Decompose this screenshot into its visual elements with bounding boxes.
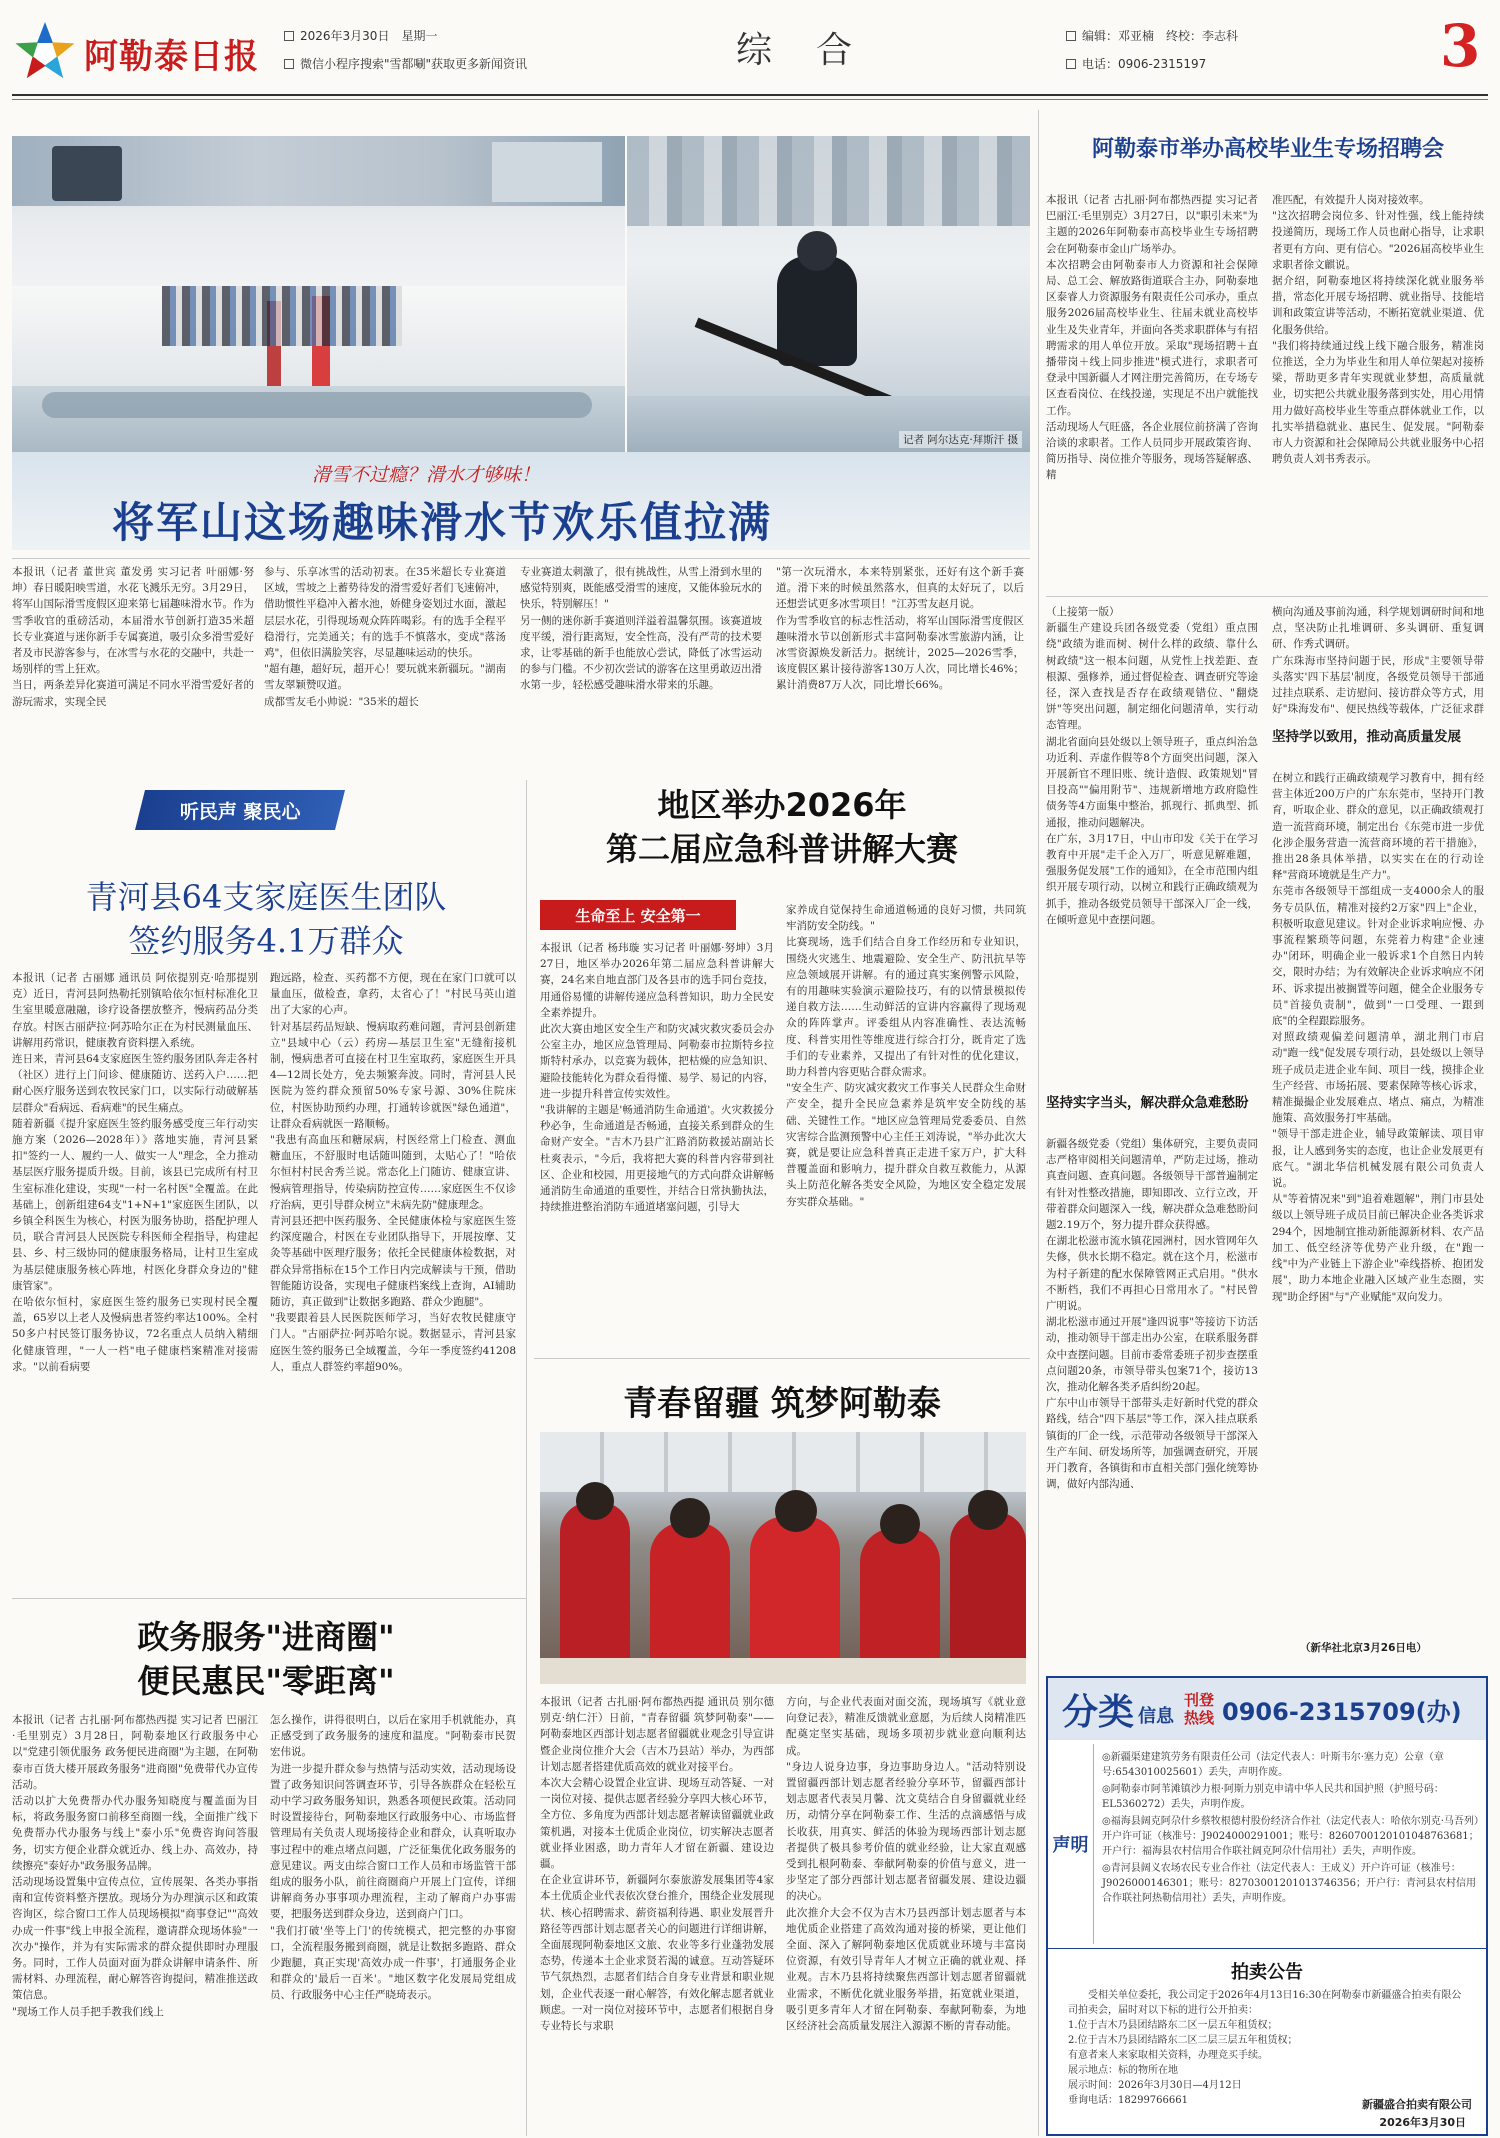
notice-item: ◎福海县阔克阿尕什乡蔡牧根德村股份经济合作社（法定代表人：哈依尔别克·马吾列）开户许可证（核准号：J9024000291001；账号：8260700120101048763681；开户行：福海县农村信用合作联社阔克阿尕什信用社）丢失，声明作废。 [1102,1816,1479,1857]
job-col-2: 准匹配，有效提升人岗对接效率。 "这次招聘会岗位多、针对性强，线上能持续投递简历，现场工作人员也耐心指导，让求职者更有方向、更有信心。"2026届高校毕业生求职者徐文麒说。 据介绍，阿勒泰地区将持续深化就业服务举措，常态化开展专场招聘、就业指导、技能培训和政策宣讲等活动，不断拓宽就业渠道、优化服务供给。 "我们将持续通过线上线下融合服务，精准岗位推送，全力为毕业生和用人单位架起对接桥梁，帮助更多青年实现就业梦想，高质量就业，切实把公共就业服务落到实处，用心用情用力做好高校毕业生等重点群体就业工作，以扎实举措稳就业、惠民生、促发展。"阿勒泰市人力资源和社会保障局公共就业服务中心招聘负责人刘书秀表示。 [1272,194,1484,466]
health-headline-1: 青河县64支家庭医生团队 [85,878,447,916]
job-col-1: 本报讯（记者 古扎丽·阿布都热西提 实习记者 巴丽江·毛里别克）3月27日，以"职引未来"为主题的2026年阿勒泰市高校毕业生专场招聘会在阿勒泰市金山广场举办。 本次招聘会由阿勒泰市人力资源和社会保障局、总工会、解放路街道联合主办，阿勒泰地区泰睿人力资源服务有限责任公司承办，重点服务2026届高校毕业生、往届未就业高校毕业生及失业青年，并面向各类求职群体与有招聘需求的用人单位开放。采取"现场招聘＋直播带岗＋线上同步推进"模式进行，求职者可登录中国新疆人才网注册完善简历，在专场专区查看岗位、在线投递，实现足不出户就能找工作。 活动现场人气旺盛，各企业展位前挤满了咨询洽谈的求职者。工作人员同步开展政策咨询、简历指导、岗位推介等服务，现场答疑解惑、精 [1046,194,1258,482]
gov-col-1: 本报讯（记者 古扎丽·阿布都热西提 实习记者 巴丽江·毛里别克）3月28日，阿勒泰地区行政服务中心以"党建引领优服务 政务便民进商圈"为主题，在阿勒泰市百货大楼开展政务服务"进商圈"免费带代办宣传活动。 活动以扩大免费帮办代办服务知晓度与覆盖面为目标，将政务服务窗口前移至商圈一线，全面推广线下免费帮办代办服务与线上"泰小乐"免费咨询问答服务，切实方便企业群众就近办、线上办、高效办，持续擦亮"泰好办"政务服务品牌。 活动现场设置集中宣传点位，宣传展架、各类办事指南和宣传资料整齐摆放。现场分为办理演示区和政策咨询区，综合窗口工作人员现场模拟"商事登记""高效办成一件事"线上申报全流程，邀请群众现场体验"一次办"操作，并为有实际需求的群众提供即时办理服务。同时，工作人员面对面为群众讲解申请条件、所需材料、办理流程，耐心解答咨询提问，精准推送政策信息。 "现场工作人员手把手教我们线上 [12,1714,258,2018]
promo-line: 微信小程序搜索"雪都唰"获取更多新闻资讯 [284,50,527,78]
auction-date: 2026年3月30日 [1379,2116,1466,2129]
square-bullet-icon [284,31,294,41]
classified-big-label: 分类 [1062,1691,1135,1733]
square-bullet-icon [284,59,294,69]
science-col-2: 家养成自觉保持生命通道畅通的良好习惯，共同筑牢消防安全防线。" 比赛现场，选手们结合自身工作经历和专业知识，围绕火灾逃生、地震避险、安全生产、防汛抗旱等应急领域展开讲解。有的通过真实案例警示风险，有的用趣味实验演示避险技巧，有的以情景模拟传递自救方法……生动鲜活的宣讲内容赢得了现场观众的阵阵掌声。评委组从内容准确性、表达流畅度、科普实用性等维度进行综合打分，既肯定了选手们的专业素养，又提出了有针对性的优化建议，助力科普内容更贴合群众需求。 "安全生产、防灾减灾救灾工作事关人民群众生命财产安全，提升全民应急素养是筑牢安全防线的基础、关键性工作。"地区应急管理局党委委员、自然灾害综合监测预警中心主任王刘涛说，"举办此次大赛，就是要让应急科普真正走进千家万户，扩大科普覆盖面和影响力，提升群众自救互救能力，从源头上防范化解各类安全风险，为地区安全稳定发展夯实群众基础。" [786,904,1026,1208]
health-col-2: 跑远路，检查、买药都不方便，现在在家门口就可以量血压，做检查，拿药，太省心了！"村民马英山道出了大家的心声。 针对基层药品短缺、慢病取药难问题，青河县创新建立"县域中心（云）药房—基层卫生室"无缝衔接机制，慢病患者可直接在村卫生室取药，家庭医生开具4—12周长处方，免去频繁奔波。同时，青河县人民医院为签约群众预留50%专家号源、30%住院床位，村医协助预约办理，打通转诊就医"绿色通道"，让群众看病就医一路顺畅。 "我患有高血压和糖尿病，村医经常上门检查、测血糖血压，不舒服时电话随叫随到，太贴心了！"哈依尔恒村村民舍秀兰说。常态化上门随访、健康宣讲、慢病管理指导，传染病防控宣传……家庭医生不仅诊疗治病，更引导群众树立"未病先防"健康理念。 青河县还把中医药服务、全民健康体检与家庭医生签约深度融合，村医在专业团队指导下，开展按摩、艾灸等基础中医理疗服务；依托全民健康体检数据，对群众异常指标在15个工作日内完成解读与干预，借助智能随访设备，实现电子健康档案线上查询，AI辅助随访，真正做到"让数据多跑路、群众少跑腿"。 "我要跟着县人民医院医师学习，当好农牧民健康守门人。"古丽萨拉·阿苏哈尔说。数据显示，青河县家庭医生签约服务已全域覆盖，今年一季度签约41208人，重点人群签约率超90%。 [270,972,516,1373]
notice-item: ◎阿勒泰市阿苇滩镇沙力根·阿斯力别克申请中华人民共和国护照（护照号码：EL5360272）丢失，声明作废。 [1102,1784,1444,1810]
auction-title: 拍卖公告 [1231,1962,1303,1983]
notice-list [1102,1750,1480,1906]
ski-photo-right [627,136,1030,452]
auction-note: 垂询电话：18299766661 [1068,2095,1188,2106]
science-headline-2: 第二届应急科普讲解大赛 [605,830,958,868]
job-fair-headline: 阿勒泰市举办高校毕业生专场招聘会 [1091,137,1444,162]
auction-item: 2.位于吉木乃县团结路东二区二层三层五年租赁权； [1068,2035,1298,2046]
ski-col-2: 参与、乐享冰雪的活动初衷。在35米超长专业赛道区域，雪坡之上蓄势待发的滑雪爱好者们飞速俯冲，借助惯性平稳冲入蓄水池，娇健身姿划过水面，激起层层水花，引得现场观众阵阵喝彩。有的选手全程平稳滑行，完美通关；有的选手不慎落水，变成"落汤鸡"，但依旧满脸笑容，尽显趣味运动的快乐。 "超有趣，超好玩，超开心！要玩就来新疆玩。"湖南雪友翠颖赞叹道。 成都雪友毛小帅说："35米的超长 [264,566,506,708]
health-tag [135,790,345,830]
auction-intro: 受相关单位委托，我公司定于2026年4月13日16:30在阿勒泰市新疆盛合拍卖有限公司拍卖会，届时对以下标的进行公开拍卖： [1068,1990,1462,2016]
youth-photo [540,1432,1026,1684]
youth-headline: 青春留疆 筑梦阿勒泰 [623,1384,941,1424]
ski-photo-left [12,136,625,452]
auction-company: 新疆盛合拍卖有限公司 [1362,2098,1472,2111]
health-tag-label: 听民声 聚民心 [179,800,301,823]
science-headline-1: 地区举办2026年 [657,786,907,824]
auction-item: 1.位于吉木乃县团结路东二区一层五年租赁权； [1068,2020,1278,2031]
gov-col-2: 怎么操作，讲得很明白，以后在家用手机就能办，真正感受到了政务服务的速度和温度。"阿勒泰市民贺宏伟说。 为进一步提升群众参与热情与活动实效，活动现场设置了政务知识问答调查环节，引导各族群众在轻松互动中学习政务服务知识，熟悉各项便民政策。活动同时设置接待台，阿勒泰地区行政服务中心、市场监督管理局有关负责人现场接待企业和群众，认真听取办事过程中的难点堵点问题，广泛征集优化政务服务的意见建议。两支由综合窗口工作人员和市场监管干部组成的服务小队，前往商圈商户开展上门宣传，详细讲解商务办事事项办理流程，主动了解商户办事需要，把服务送到群众身边，送到商户门口。 "我们打破'坐等上门'的传统模式，把完整的办事窗口，全流程服务搬到商圈，就是让数据多跑路、群众少跑腿，真正实现'高效办成一件事'，打通服务企业和群众的'最后一百米'。"地区数字化发展局党组成员、行政服务中心主任严晓琦表示。 [270,1714,516,2002]
ski-story [12,132,1030,552]
promo-col-2-top: 横向沟通及事前沟通，科学规划调研时间和地点，坚决防止扎堆调研、多头调研、重复调研、作秀式调研。 广东珠海市坚持问题于民，形成"主要领导带头落实'四下基层'制度，各级党员领导干部通过挂点联系、走访慰问、接访群众等方式，用好"珠海发布"、便民热线等载体，广泛征求群 [1272,606,1484,716]
ski-headline-band [12,452,1030,550]
classified-header [1048,1678,1486,1740]
gov-headline-2: 便民惠民"零距离" [137,1662,395,1700]
auction-note: 展示时间：2026年3月30日—4月12日 [1068,2080,1242,2091]
ski-col-4: "第一次玩滑水，本来特别紧张，还好有这个新手赛道。滑下来的时候虽然落水，但真的太好玩了，以后还想尝试更多冰雪项目！"江苏雪友赵月说。 作为雪季收官的标志性活动，将军山国际滑雪度假区趣味滑水节以创新形式丰富阿勒泰冰雪旅游内涵，让冰雪资源焕发新活力。据统计，2025—2026雪季，该度假区累计接待游客130万人次，同比增长46%；累计消费87万人次，同比增长66%。 [776,566,1024,692]
square-bullet-icon [1066,59,1076,69]
ski-headline: 将军山这场趣味滑水节欢乐值拉满 [112,498,773,547]
promo-subhead-1: 坚持学以致用，推动高质量发展 [1272,729,1461,745]
health-col-1: 本报讯（记者 古丽娜 通讯员 阿依提别克·哈那提别克）近日，青河县阿热勒托别镇哈依尔恒村标准化卫生室里暖意融融，诊疗设备摆放整齐，慢病药品分类存放。村医古丽萨拉·阿苏哈尔正在为村民测量血压、讲解用药常识，健康教育资料摆入系统。 连日来，青河县64支家庭医生签约服务团队奔走各村（社区）进行上门问诊、健康随访、送药入户……把耐心医疗服务送到农牧民家门口，以实际行动破解基层群众"看病远、看病难"的民生痛点。 随着新疆《提升家庭医生签约服务感受度三年行动实施方案（2026—2028年）》落地实施，青河县紧扣"签约一人、履约一人、做实一人"理念，全力推动基层医疗服务提质升级。目前，该县已完成所有村卫生室标准化建设，实现"一村一名村医"全覆盖。在此基础上，创新组建64支"1+N+1"家庭医生团队，以乡镇全科医生为核心，村医为服务协助，搭配护理人员，联合青河县人民医院专科医师全程指导，构建起县、乡、村三级协同的健康服务格局，让村卫生室成为基层健康服务核心阵地，村医化身群众身边的"健康管家"。 在哈依尔恒村，家庭医生签约服务已实现村民全覆盖，65岁以上老人及慢病患者签约率达100%。全村50多户村民签订服务协议，72名重点人员纳入精细化健康管理，"一人一档"电子健康档案精准对接需求。"以前看病要 [12,972,258,1373]
re-xian-label: 热线 [1184,1709,1215,1727]
health-headline-2: 签约服务4.1万群众 [128,922,404,960]
promo-subhead-2: 坚持实字当头，解决群众急难愁盼 [1046,1095,1249,1111]
science-tag: 生命至上 安全第一 [540,900,736,930]
square-bullet-icon [1066,31,1076,41]
ski-kicker: 滑雪不过瘾？滑水才够味！ [312,464,541,486]
youth-col-1: 本报讯（记者 古扎丽·阿布都热西提 通讯员 别尔德别克·纳仁汗）日前，"青春留疆 筑梦阿勒泰"——阿勒泰地区西部计划志愿者留疆就业观念引导宣讲暨企业岗位推介大会（吉木乃县站）举办，为西部计划志愿者搭建优质高效的就业对接平台。 本次大会精心设置企业宣讲、现场互动答疑、一对一岗位对接、提供志愿者经验分享四大核心环节，全方位、多角度为西部计划志愿者解读留疆就业政策机遇，对接本土优质企业岗位，切实解决志愿者就业择业困惑，助力青年人才留在新疆、建设边疆。 在企业宣讲环节，新疆阿尔泰旅游发展集团等4家本土优质企业代表依次登台推介，围绕企业发展现状、核心招聘需求、薪资福利待遇、职业发展晋升路径等西部计划志愿者关心的问题进行详细讲解，全面展现阿勒泰地区文旅、农业等多行业蓬勃发展态势，传递本土企业求贤若渴的诚意。互动答疑环节气氛热烈，志愿者们结合自身专业背景和职业规划，企业代表逐一耐心解答，有效化解志愿者就业顾虑。一对一岗位对接环节中，志愿者们根据自身专业特长与求职 [540,1696,774,2033]
promo-col-1: （上接第一版） 新疆生产建设兵团各级党委（党组）重点围绕"政绩为谁而树、树什么样的政绩、靠什么树政绩"这一根本问题，从党性上找差距、查根源、强修养，通过督促检查、调查研究等途径，深入查找是否存在政绩观错位、"翻烧饼"等突出问题，制定细化问题清单，实行动态管理。 湖北省面向县处级以上领导班子，重点纠治急功近利、弄虚作假等8个方面突出问题，深入开展新官不理旧账、统计造假、政策规划"冒目投高""偏用附节"、违规新增地方政府隐性债务等4方面集中整治，抓现行、抓典型、抓通报，推动问题解决。 在广东，3月17日，中山市印发《关于在学习教育中开展"走千企入万厂，听意见解难题，强服务促发展"工作的通知》，在全市范围内组织开展专项行动，以树立和践行正确政绩观为抓手，推动各级党员领导干部深入厂企一线，在倾听意见中查摆问题。 [1046,606,1258,926]
promo-sub1-text: 在树立和践行正确政绩观学习教育中，拥有经营主体近200万户的广东东莞市，坚持开门教育，听取企业、群众的意见，以正确政绩观打造一流营商环境，制定出台《东莞市进一步优化涉企服务营造一流营商环境的若干措施》，推出28条具体举措，以实实在在的行动诠释"营商环境就是生产力"。 东莞市各级领导干部组成一支4000余人的服务专员队伍，精准对接约2万家"四上"企业，积极听取意见建议。针对企业诉求响应慢、办事流程繁琐等问题，东莞着力构建"企业速办"闭环，明确企业一般诉求1个自然日内转交，限时办结；为有效解决企业诉求响应不闭环、诉求提出被搁置等问题，健全企业服务专员"首接负责制"，做到"一口受理、一跟到底"的全程跟踪服务。 对照政绩观偏差问题清单，湖北荆门市启动"跑一线"促发展专项行动，县处级以上领导班子成员走进企业车间、项目一线，摸排企业生产经营、市场拓展、要素保障等核心诉求，精准撮撮企业发展难点、堵点、痛点，为精准施策、高效服务打牢基础。 "领导干部走进企业，辅导政策解读、项目审报，让人感到务实的态度，也让企业发展更有底气。"湖北华信机械发展有限公司负责人说。 从"等着情况来"到"追着难题解"，荆门市县处级以上领导班子成员目前已解决企业各类诉求294个，因地制宜推动新能源新材料、农产品加工、低空经济等优势产业升级，在"跑一线"中为产业链上下游企业"牵线搭桥、抱团发展"，助力本地企业融入区域产业生态圈，实现"助企纾困"与"产业赋能"双向发力。 [1272,772,1484,1303]
promo-sub2-text: 新疆各级党委（党组）集体研究，主要负责同志严格审阅相关问题清单，严防走过场，推动真查问题、查真问题。各级领导干部普遍制定有针对性整改措施，即知即改、立行立改，开带着群众问题深入一线，解决群众急难愁盼问题2.19万个，努力提升群众获得感。 在湖北松滋市流水镇花园洲村，因水管网年久失修，供水长期不稳定。就在这个月，松滋市为村子新建的配水保障管网正式启用。"供水不断档，我们不再担心日常用水了。"村民曾广明说。 湖北松滋市通过开展"逢四说事"等接访下访活动，推动领导干部走出办公室，在联系服务群众中查摆问题。目前市委常委班子初步查摆重点问题20条，市领导带头包案71个，接访13次，推动化解各类矛盾纠纷20起。 广东中山市领导干部带头走好新时代党的群众路线，结合"四下基层"等工作，深入挂点联系镇街的厂企一线，示范带动各级领导干部深入生产车间、研发场所等，加强调查研究，开展开门教育，各镇街和市直相关部门强化统筹协调，做好内部沟通、 [1046,1138,1258,1491]
photo-credit: 记者 阿尔达克·拜斯汗 摄 [899,431,1022,448]
masthead [0,0,1500,112]
logo-star-icon [12,20,78,86]
auction-note: 有意者来人来家取相关资料，办理竞买手续。 [1068,2050,1268,2061]
classified-hotline: 0906-2315709(办) [1222,1697,1462,1726]
notice-item: ◎新疆渠建建筑劳务有限责任公司（法定代表人：叶斯韦尔·塞力克）公章（章号:6543010025601）丢失，声明作废。 [1102,1752,1444,1778]
phone-line: 电话：0906-2315197 [1066,50,1238,78]
youth-col-2: 方向，与企业代表面对面交流，现场填写《就业意向登记表》，精准反馈就业意愿，为后续人岗精准匹配奠定坚实基础，现场多项初步就业意向顺利达成。 "身边人说身边事，身边事助身边人。"活动特别设置留疆西部计划志愿者经验分享环节，留疆西部计划志愿者代表吴月馨、沈文莫结合自身留疆就业经历，动情分享在阿勒泰工作、生活的点滴感悟与成长收获，用真实、鲜活的体验为现场西部计划志愿者提供了极具参考价值的就业经验，让大家直观感受到扎根阿勒泰、奉献阿勒泰的价值与意义，进一步坚定了部分西部计划志愿者留疆发展、建设边疆的决心。 此次推介大会不仅为吉木乃县西部计划志愿者与本地优质企业搭建了高效沟通对接的桥梁，更让他们全面、深入了解阿勒泰地区优质就业环境与丰富岗位资源，有效引导青年人才树立正确的就业观、择业观。吉木乃县将持续聚焦西部计划志愿者留疆就业需求，不断优化就业服务举措，拓宽就业渠道，吸引更多青年人才留在阿勒泰、奉献阿勒泰，为地区经济社会高质量发展注入源源不断的青春动能。 [786,1696,1026,2033]
classified-box [1046,1676,1488,2136]
kan-deng-label: 刊登 [1184,1691,1215,1709]
page-number: 3 [1440,12,1481,80]
date-line: 2026年3月30日 星期一 [284,22,527,50]
ski-col-3: 专业赛道太刺激了，很有挑战性，从雪上滑到水里的感觉特别爽，既能感受滑雪的速度，又能体验玩水的快乐，特别解压！" 另一侧的迷你新手赛道则洋溢着温馨氛围。该赛道坡度平缓，滑行距离短，安全性高，没有严苛的技术要求，让零基础的新手也能放心尝试，降低了冰雪运动的参与门槛。不少初次尝试的游客在这里勇敢迈出滑水第一步，轻松感受趣味滑水带来的乐趣。 [520,566,762,692]
logo-text: 阿勒泰日报 [84,36,259,77]
editor-line: 编辑：邓亚楠 终校：李志科 [1066,22,1238,50]
ski-col-1: 本报讯（记者 董世宾 董发勇 实习记者 叶丽娜·努坤）春日暖阳映雪道，水花飞溅乐无穷。3月29日，将军山国际滑雪度假区迎来第七届趣味滑水节。作为雪季收官的重磅活动，本届滑水节创新打造35米超长专业赛道与迷你新手专属赛道，吸引众多滑雪爱好者及市民游客参与，在冰雪与水花的交融中，共赴一场别样的雪上狂欢。 当日，两条差异化赛道可满足不同水平滑雪爱好者的游玩需求，实现全民 [12,566,254,708]
statement-label: 声明 [1048,1744,1094,1944]
auction-note: 展示地点：标的物所在地 [1068,2065,1178,2076]
gov-headline-1: 政务服务"进商圈" [137,1618,395,1656]
auction-body [1068,1988,1468,2108]
notice-item: ◎青河县阔义农场农民专业合作社（法定代表人：王成义）开户许可证（核准号：J9026000146301；账号：82703001201013746356；开户行：青河县农村信用合作联社阿热勒信用社）丢失，声明作废。 [1102,1863,1476,1904]
science-col-1: 本报讯（记者 杨玮璇 实习记者 叶丽娜·努坤）3月27日，地区举办2026年第二届应急科普讲解大赛，24名来自地直部门及各县市的选手同台竞技，用通俗易懂的讲解传递应急科普知识，助力全民安全素养提升。 此次大赛由地区安全生产和防灾减灾救灾委员会办公室主办，地区应急管理局、阿勒泰市拉斯特乡拉斯特村承办，以竞赛为载体，把枯燥的应急知识、避险技能转化为群众看得懂、易学、易记的内容，进一步提升科普宣传实效性。 "我讲解的主题是'畅通消防生命通道'。火灾救援分秒必争，生命通道是否畅通，直接关系到群众的生命财产安全。"吉木乃县广汇路消防救援站副站长杜爽表示，"今后，我将把大赛的科普内容带到社区、企业和校园，用更接地气的方式向群众讲解畅通消防生命通道的重要性，并结合日常执勤执法，持续推进整治消防车通道堵塞问题，引导大 [540,942,774,1214]
promo-signoff: （新华社北京3月26日电） [1300,1642,1427,1654]
section-title: 综 合 [736,30,857,71]
logo [12,18,270,88]
classified-small-label: 信息 [1138,1706,1175,1727]
